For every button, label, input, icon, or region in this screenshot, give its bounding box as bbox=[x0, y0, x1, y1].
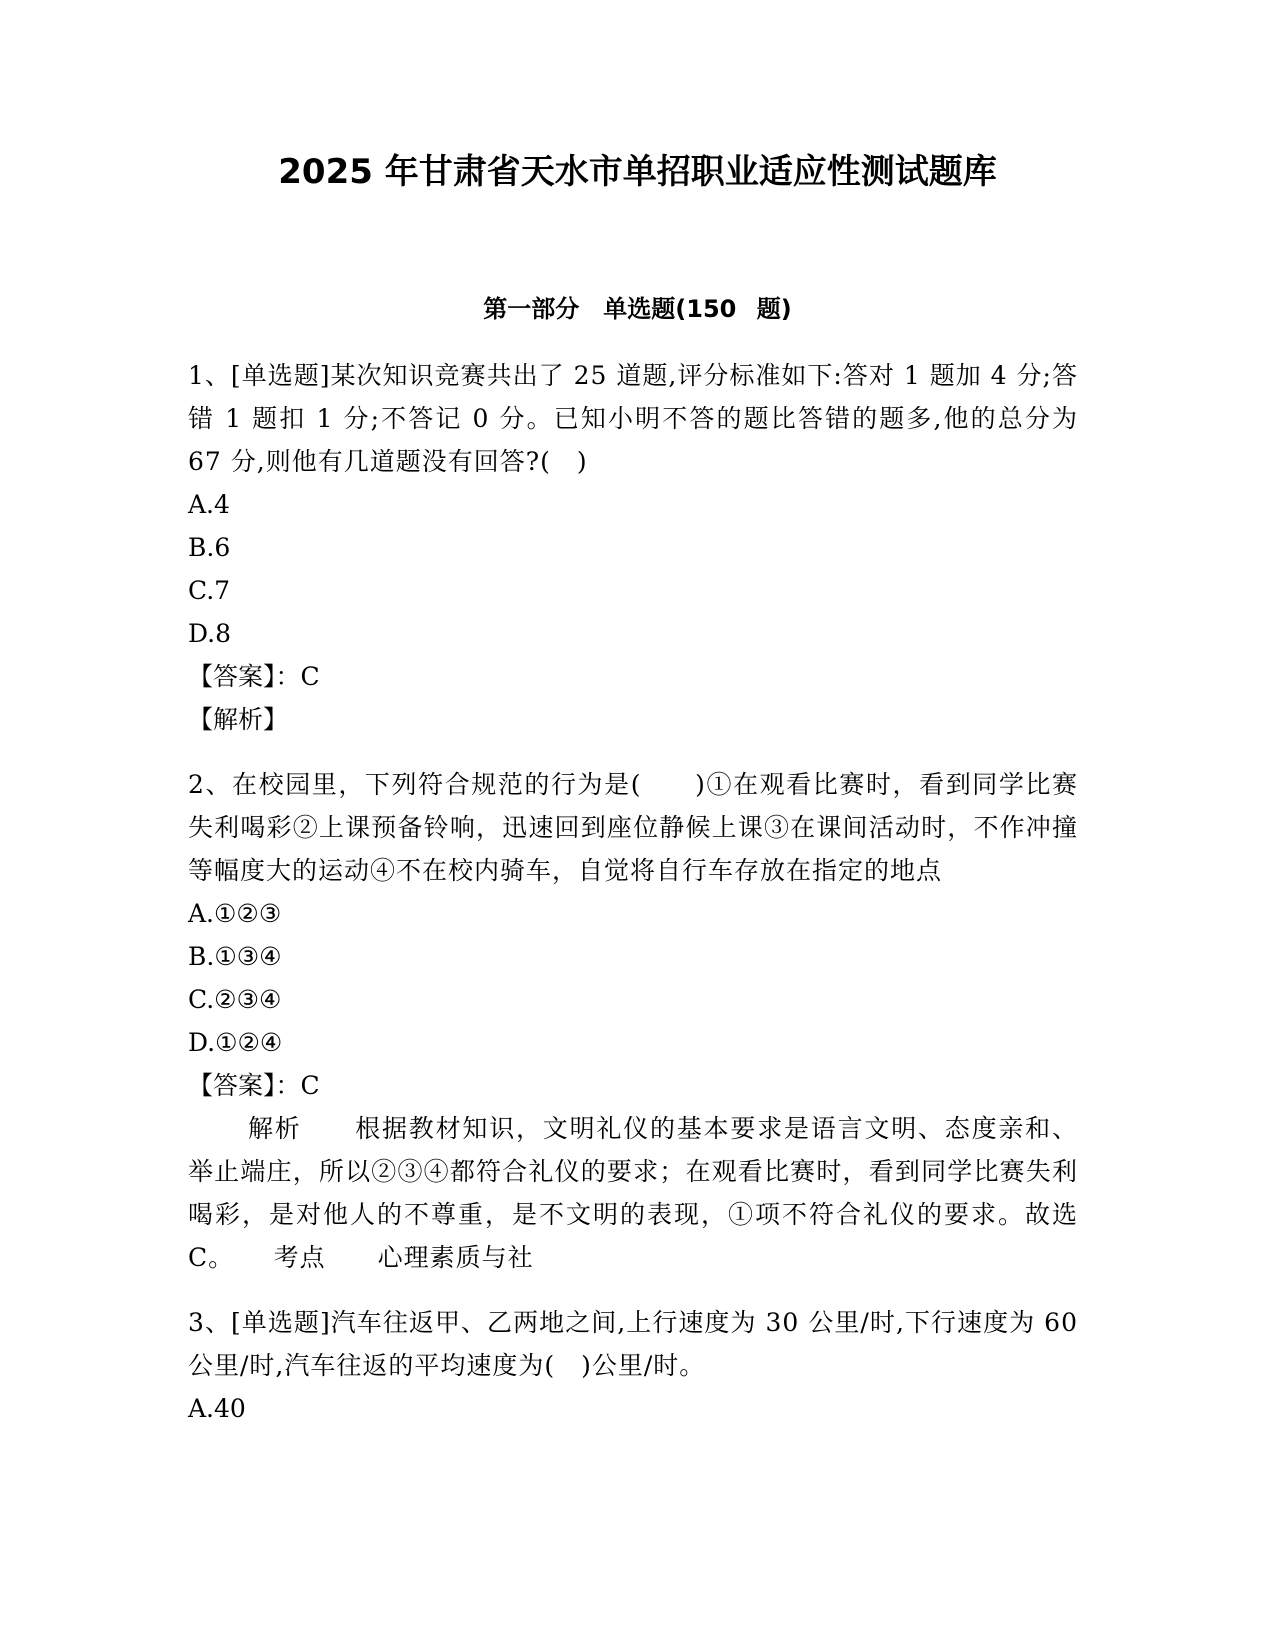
option-b: B.①③④ bbox=[188, 942, 282, 971]
question-gap bbox=[188, 1279, 1078, 1301]
option-a: A.40 bbox=[188, 1394, 246, 1423]
option-d: D.①②④ bbox=[188, 1028, 283, 1057]
answer-line: 【答案】：C bbox=[188, 662, 320, 691]
document-title: 2025 年甘肃省天水市单招职业适应性测试题库 bbox=[278, 152, 997, 192]
explanation-label: 【解析】 bbox=[188, 705, 289, 734]
question-1 bbox=[188, 354, 1078, 741]
question-3 bbox=[188, 1301, 1078, 1430]
question-2 bbox=[188, 763, 1078, 1279]
option-c: C.②③④ bbox=[188, 985, 282, 1014]
option-d: D.8 bbox=[188, 619, 232, 648]
question-list bbox=[188, 354, 1078, 1430]
section-heading: 第一部分 单选题(150 题) bbox=[483, 295, 792, 323]
option-c: C.7 bbox=[188, 576, 231, 605]
explanation-text: 解析 根据教材知识，文明礼仪的基本要求是语言文明、态度亲和、举止端庄，所以②③④都符合礼仪的要求；在观看比赛时，看到同学比赛失利喝彩，是对他人的不尊重，是不文明的表现，①项不符合礼仪的要求。故选 C。 考点 心理素质与社 bbox=[188, 1114, 1078, 1272]
option-a: A.4 bbox=[188, 490, 230, 519]
question-stem: 2、在校园里，下列符合规范的行为是( )①在观看比赛时，看到同学比赛失利喝彩②上课预备铃响，迅速回到座位静候上课③在课间活动时，不作冲撞等幅度大的运动④不在校内骑车，自觉将自行车存放在指定的地点 bbox=[188, 770, 1078, 885]
option-b: B.6 bbox=[188, 533, 231, 562]
option-a: A.①②③ bbox=[188, 899, 282, 928]
question-stem: 1、[单选题]某次知识竞赛共出了 25 道题,评分标准如下:答对 1 题加 4 分;答错 1 题扣 1 分;不答记 0 分。已知小明不答的题比答错的题多,他的总分为 67 分,则他有几道题没有回答?( ) bbox=[188, 361, 1078, 476]
question-stem: 3、[单选题]汽车往返甲、乙两地之间,上行速度为 30 公里/时,下行速度为 60 公里/时,汽车往返的平均速度为( )公里/时。 bbox=[188, 1308, 1078, 1380]
answer-line: 【答案】：C bbox=[188, 1071, 320, 1100]
question-gap bbox=[188, 741, 1078, 763]
